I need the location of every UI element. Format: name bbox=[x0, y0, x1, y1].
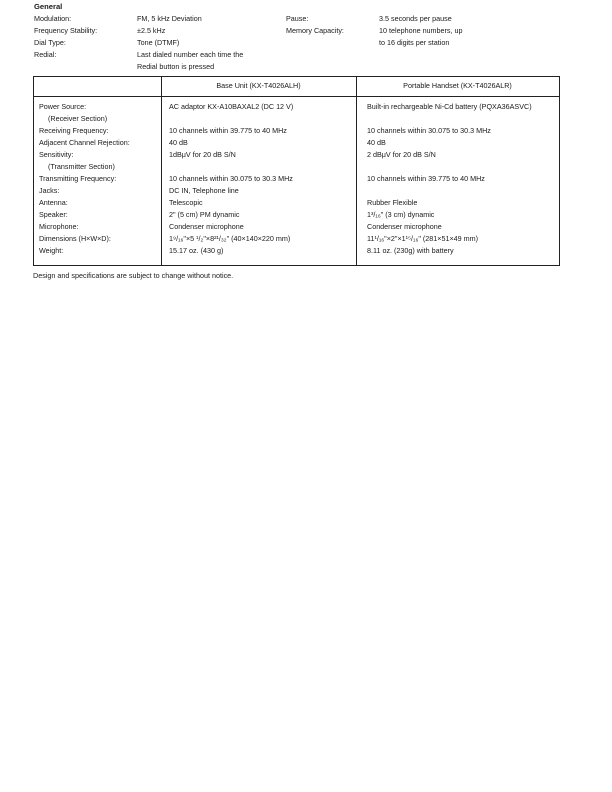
spec-label-dial-type: Dial Type: bbox=[34, 38, 66, 47]
row-label-transmitter-section: (Transmitter Section) bbox=[48, 162, 115, 171]
base-transmitting-frequency: 10 channels within 30.075 to 30.3 MHz bbox=[169, 174, 293, 183]
table-header-divider bbox=[34, 96, 559, 97]
spec-label-redial: Redial: bbox=[34, 50, 57, 59]
spec-value-dial-type: Tone (DTMF) bbox=[137, 38, 180, 47]
spec-label-pause: Pause: bbox=[286, 14, 309, 23]
handset-dimensions: 11¹/₁₆"×2"×1¹⁵/₁₆" (281×51×49 mm) bbox=[367, 234, 479, 243]
spec-value-redial: Last dialed number each time the bbox=[137, 50, 244, 59]
row-label-transmitting-frequency: Transmitting Frequency: bbox=[39, 174, 117, 183]
spec-label-frequency-stability: Frequency Stability: bbox=[34, 26, 98, 35]
handset-antenna: Rubber Flexible bbox=[367, 198, 418, 207]
spec-value-memory-capacity: 10 telephone numbers, up bbox=[379, 26, 463, 35]
row-label-weight: Weight: bbox=[39, 246, 64, 255]
base-adjacent-channel-rejection: 40 dB bbox=[169, 138, 188, 147]
table-column-divider-1 bbox=[161, 77, 162, 265]
row-label-adjacent-channel-rejection: Adjacent Channel Rejection: bbox=[39, 138, 130, 147]
spec-value-memory-capacity-line2: to 16 digits per station bbox=[379, 38, 450, 47]
row-label-microphone: Microphone: bbox=[39, 222, 79, 231]
row-label-power-source: Power Source: bbox=[39, 102, 87, 111]
base-microphone: Condenser microphone bbox=[169, 222, 244, 231]
footnote: Design and specifications are subject to change without notice. bbox=[33, 271, 234, 280]
base-antenna: Telescopic bbox=[169, 198, 203, 207]
row-label-receiving-frequency: Receiving Frequency: bbox=[39, 126, 109, 135]
handset-speaker: 1³/₁₆" (3 cm) dynamic bbox=[367, 210, 435, 219]
spec-value-modulation: FM, 5 kHz Deviation bbox=[137, 14, 202, 23]
spec-label-memory-capacity: Memory Capacity: bbox=[286, 26, 344, 35]
handset-microphone: Condenser microphone bbox=[367, 222, 442, 231]
column-header-handset: Portable Handset (KX-T4026ALR) bbox=[403, 81, 512, 90]
base-sensitivity: 1dBμV for 20 dB S/N bbox=[169, 150, 236, 159]
base-dimensions: 1⁹/₁₆"×5 ¹/₂"×8²¹/₃₂" (40×140×220 mm) bbox=[169, 234, 291, 243]
base-weight: 15.17 oz. (430 g) bbox=[169, 246, 224, 255]
handset-weight: 8.11 oz. (230g) with battery bbox=[367, 246, 454, 255]
handset-transmitting-frequency: 10 channels within 39.775 to 40 MHz bbox=[367, 174, 485, 183]
column-header-base-unit: Base Unit (KX-T4026ALH) bbox=[216, 81, 301, 90]
general-heading: General bbox=[34, 2, 63, 11]
row-label-receiver-section: (Receiver Section) bbox=[48, 114, 108, 123]
spec-value-redial-line2: Redial button is pressed bbox=[137, 62, 215, 71]
row-label-jacks: Jacks: bbox=[39, 186, 60, 195]
row-label-sensitivity: Sensitivity: bbox=[39, 150, 74, 159]
row-label-dimensions: Dimensions (H×W×D): bbox=[39, 234, 111, 243]
handset-adjacent-channel-rejection: 40 dB bbox=[367, 138, 386, 147]
handset-sensitivity: 2 dBμV for 20 dB S/N bbox=[367, 150, 436, 159]
spec-value-frequency-stability: ±2.5 kHz bbox=[137, 26, 166, 35]
spec-table bbox=[33, 76, 560, 266]
base-jacks: DC IN, Telephone line bbox=[169, 186, 239, 195]
handset-power-source: Built-in rechargeable Ni-Cd battery (PQXA36ASVC) bbox=[367, 102, 532, 111]
base-speaker: 2" (5 cm) PM dynamic bbox=[169, 210, 240, 219]
base-power-source: AC adaptor KX-A10BAXAL2 (DC 12 V) bbox=[169, 102, 294, 111]
table-column-divider-2 bbox=[356, 77, 357, 265]
row-label-speaker: Speaker: bbox=[39, 210, 68, 219]
spec-label-modulation: Modulation: bbox=[34, 14, 72, 23]
spec-value-pause: 3.5 seconds per pause bbox=[379, 14, 452, 23]
handset-receiving-frequency: 10 channels within 30.075 to 30.3 MHz bbox=[367, 126, 491, 135]
base-receiving-frequency: 10 channels within 39.775 to 40 MHz bbox=[169, 126, 287, 135]
row-label-antenna: Antenna: bbox=[39, 198, 68, 207]
